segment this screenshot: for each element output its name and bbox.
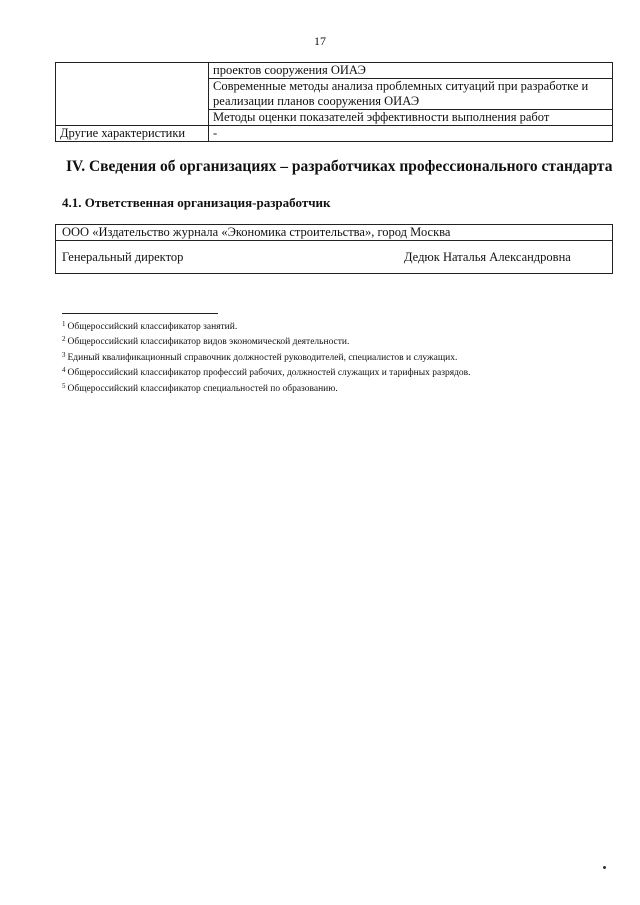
footnote-text: Общероссийский классификатор профессий рабочих, должностей служащих и тарифных разрядов.	[67, 368, 471, 379]
footnote-item	[62, 349, 471, 364]
scan-artifact-dot	[603, 866, 606, 869]
footnote-number: 3	[62, 350, 66, 359]
table-cell-value: Методы оценки показателей эффективности выполнения работ	[209, 110, 613, 126]
footnote-item	[62, 333, 471, 348]
table-cell-value: -	[209, 126, 613, 142]
head-position: Генеральный директор	[62, 250, 184, 264]
footnote-item	[62, 380, 471, 395]
footnote-number: 2	[62, 335, 66, 344]
table-cell-label: Другие характеристики	[56, 126, 209, 142]
footnote-item	[62, 318, 471, 333]
section-title: IV. Сведения об организациях – разработчиках профессионального стандарта	[66, 158, 613, 175]
table-cell-value: Современные методы анализа проблемных ситуаций при разработке и реализации планов сооружения ОИАЭ	[209, 79, 613, 110]
organization-name: ООО «Издательство журнала «Экономика строительства», город Москва	[62, 225, 451, 239]
footnote-text: Общероссийский классификатор специальностей по образованию.	[67, 383, 338, 394]
organization-box	[55, 224, 613, 274]
footnote-text: Общероссийский классификатор видов экономической деятельности.	[67, 337, 350, 348]
footnote-separator	[62, 313, 218, 314]
footnote-text: Единый квалификационный справочник должностей руководителей, специалистов и служащих.	[67, 352, 458, 363]
footnote-number: 5	[62, 381, 66, 390]
competency-table	[55, 62, 613, 142]
footnote-item	[62, 364, 471, 379]
table-cell-value: проектов сооружения ОИАЭ	[209, 63, 613, 79]
subsection-title: 4.1. Ответственная организация-разработчик	[62, 195, 331, 210]
table-cell-label	[56, 63, 209, 126]
footnote-number: 4	[62, 366, 66, 375]
table-row	[56, 126, 613, 142]
footnote-number: 1	[62, 320, 66, 328]
table-row	[56, 63, 613, 79]
footnotes-list	[62, 318, 471, 395]
organization-divider	[56, 240, 612, 241]
page-number: 17	[314, 34, 326, 48]
footnote-text: Общероссийский классификатор занятий.	[67, 322, 238, 332]
head-name: Дедюк Наталья Александровна	[404, 250, 571, 264]
